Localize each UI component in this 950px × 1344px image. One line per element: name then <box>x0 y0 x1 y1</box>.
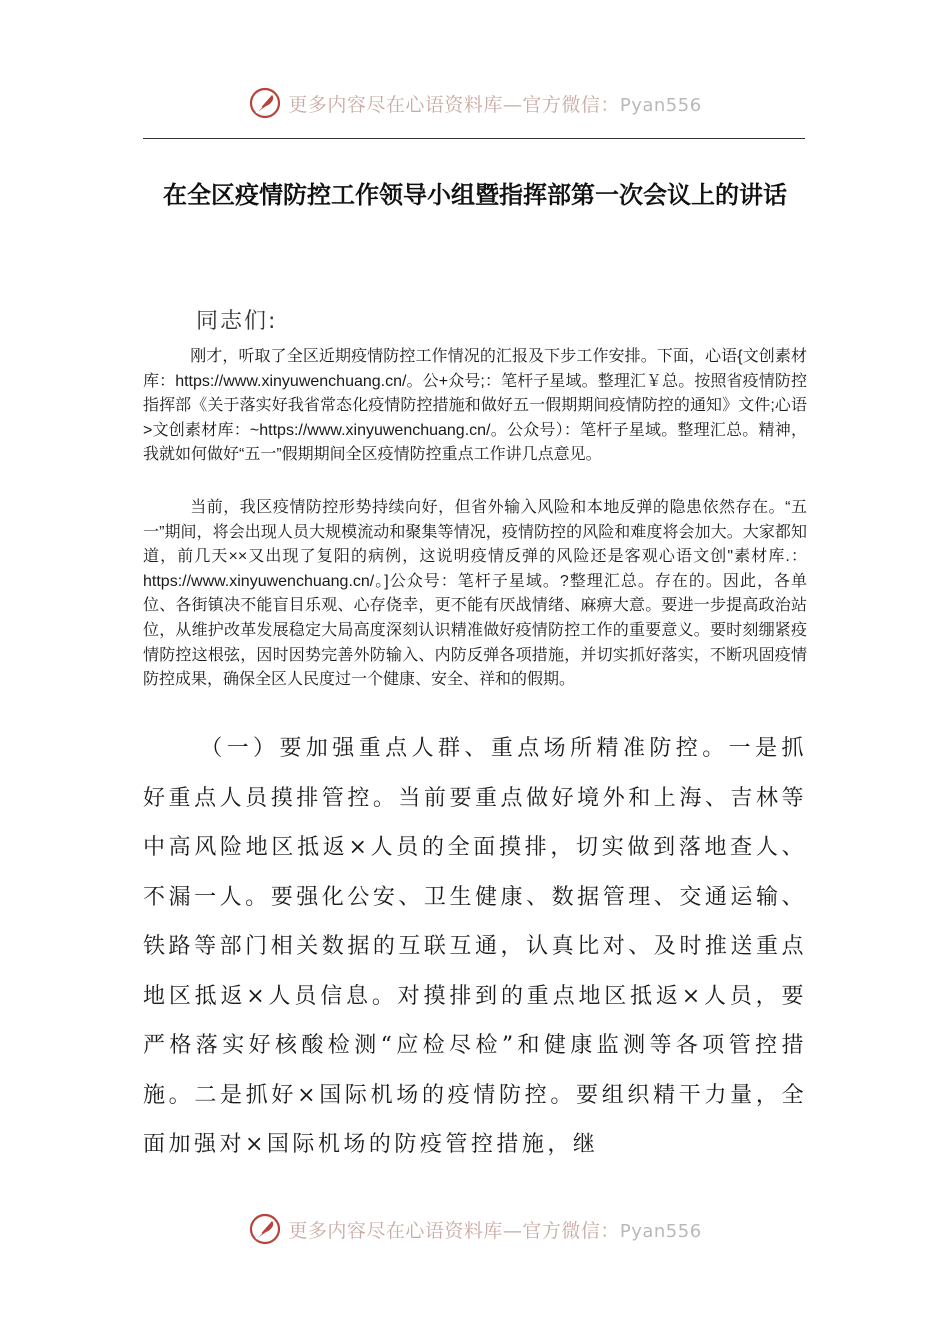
header-divider <box>143 138 805 139</box>
quill-logo-icon <box>248 86 282 120</box>
banner-account: Pyan556 <box>619 1220 702 1242</box>
header-banner <box>0 83 950 123</box>
banner-slogan: 更多内容尽在心语资料库—官方微信： <box>288 1219 620 1242</box>
footer-banner <box>0 1209 950 1249</box>
banner-account: Pyan556 <box>619 94 702 116</box>
paragraph-3: （一）要加强重点人群、重点场所精准防控。一是抓好重点人员摸排管控。当前要重点做好境外和上海、吉林等中高风险地区抵返×人员的全面摸排，切实做到落地查人、不漏一人。要强化公安、卫生健康、数据管理、交通运输、铁路等部门相关数据的互联互通，认真比对、及时推送重点地区抵返×人员信息。对摸排到的重点地区抵返×人员，要严格落实好核酸检测“应检尽检”和健康监测等各项管控措施。二是抓好×国际机场的疫情防控。要组织精干力量，全面加强对×国际机场的防疫管控措施，继 <box>143 736 807 1157</box>
banner-slogan: 更多内容尽在心语资料库—官方微信： <box>288 93 620 116</box>
paragraph-1: 刚才，听取了全区近期疫情防控工作情况的汇报及下步工作安排。下面，心语{文创素材库：https://www.xinyuwenchuang.cn/。公+众号;：笔杆子星域。整理汇￥总。按照省疫情防控指挥部《关于落实好我省常态化疫情防控措施和做好五一假期期间疫情防控的通知》文件;心语>文创素材库：~https://www.xinyuwenchuang.cn/。公众号）：笔杆子星域。整理汇总。精神，我就如何做好“五一”假期期间全区疫情防控重点工作讲几点意见。 <box>143 348 807 464</box>
banner-text <box>288 90 701 117</box>
document-title: 在全区疫情防控工作领导小组暨指挥部第一次会议上的讲话 <box>163 180 787 209</box>
quill-logo-icon <box>248 1212 282 1246</box>
paragraph-2: 当前，我区疫情防控形势持续向好，但省外输入风险和本地反弹的隐患依然存在。“五一”期间，将会出现人员大规模流动和聚集等情况，疫情防控的风险和难度将会加大。大家都知道，前几天××又出现了复阳的病例，这说明疫情反弹的风险还是客观心语文创"素材库.：https://www.xinyuwenchuang.cn/。]公众号：笔杆子星域。?整理汇总。存在的。因此，各单位、各街镇决不能盲目乐观、心存侥幸，更不能有厌战情绪、麻痹大意。要进一步提高政治站位，从维护改革发展稳定大局高度深刻认识精准做好疫情防控工作的重要意义。要时刻绷紧疫情防控这根弦，因时因势完善外防输入、内防反弹各项措施，并切实抓好落实，不断巩固疫情防控成果，确保全区人民度过一个健康、安全、祥和的假期。 <box>143 499 807 689</box>
salutation: 同志们: <box>196 309 278 334</box>
banner-text <box>288 1216 701 1243</box>
